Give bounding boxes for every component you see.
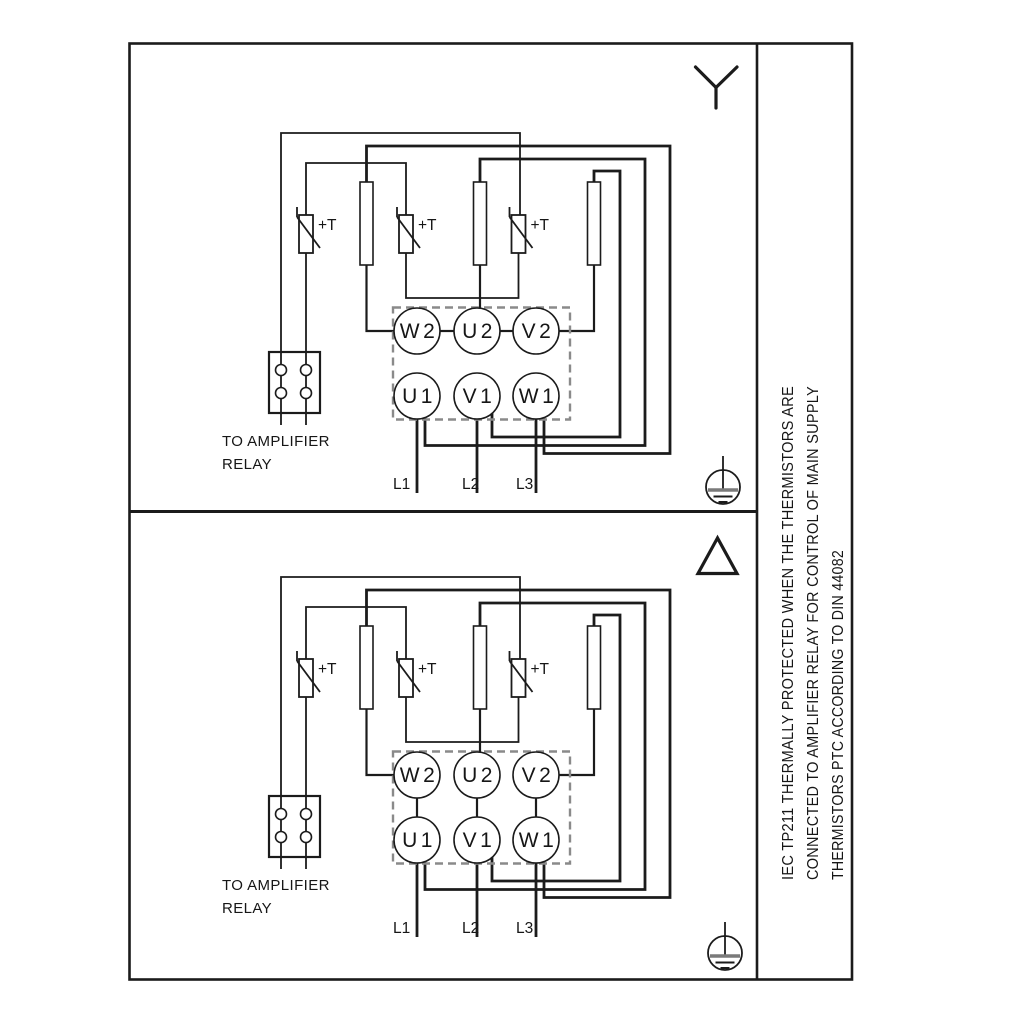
supply-label-l1: L1: [393, 920, 411, 937]
relay-note-line2: RELAY: [222, 456, 273, 473]
relay-note-line2: RELAY: [222, 900, 273, 917]
relay-note-line1: TO AMPLIFIER: [222, 877, 330, 894]
thermistor-label: +T: [418, 217, 437, 234]
delta-bridge-links: [417, 798, 536, 817]
side-note-line1: IEC TP211 THERMALLY PROTECTED WHEN THE THERMISTORS ARE: [780, 355, 797, 880]
terminal-label-u2: U2: [462, 320, 496, 343]
terminal-label-v1: V1: [462, 829, 496, 852]
delta-connection-icon: [698, 538, 737, 574]
side-note: [780, 351, 847, 880]
terminal-label-w1: W1: [518, 829, 558, 852]
terminal-label-w2: W2: [399, 320, 439, 343]
terminal-label-v2: V2: [521, 764, 555, 787]
side-note-line3: THERMISTORS PTC ACCORDING TO DIN 44082: [830, 518, 847, 880]
panel-delta-connection: [222, 538, 742, 970]
protective-earth-icon: [706, 456, 740, 504]
supply-label-l2: L2: [462, 920, 480, 937]
terminal-label-v1: V1: [462, 385, 496, 408]
supply-label-l3: L3: [516, 920, 534, 937]
thermistor-label: +T: [318, 217, 337, 234]
side-note-line2: CONNECTED TO AMPLIFIER RELAY FOR CONTROL OF MAIN SUPPLY: [805, 351, 822, 880]
supply-label-l1: L1: [393, 476, 411, 493]
terminal-label-v2: V2: [521, 320, 555, 343]
supply-label-l3: L3: [516, 476, 534, 493]
terminal-label-w2: W2: [399, 764, 439, 787]
thermistor-label: +T: [418, 661, 437, 678]
thermistor-label: +T: [530, 661, 550, 678]
thermistor-label: +T: [530, 217, 550, 234]
star-connection-icon: [696, 67, 738, 108]
panel-star-connection: [222, 67, 740, 504]
terminal-label-u2: U2: [462, 764, 496, 787]
terminal-label-u1: U1: [402, 385, 436, 408]
supply-label-l2: L2: [462, 476, 480, 493]
terminal-label-w1: W1: [518, 385, 558, 408]
relay-note-line1: TO AMPLIFIER: [222, 433, 330, 450]
terminal-label-u1: U1: [402, 829, 436, 852]
protective-earth-icon: [708, 922, 742, 970]
thermistor-label: +T: [318, 661, 337, 678]
